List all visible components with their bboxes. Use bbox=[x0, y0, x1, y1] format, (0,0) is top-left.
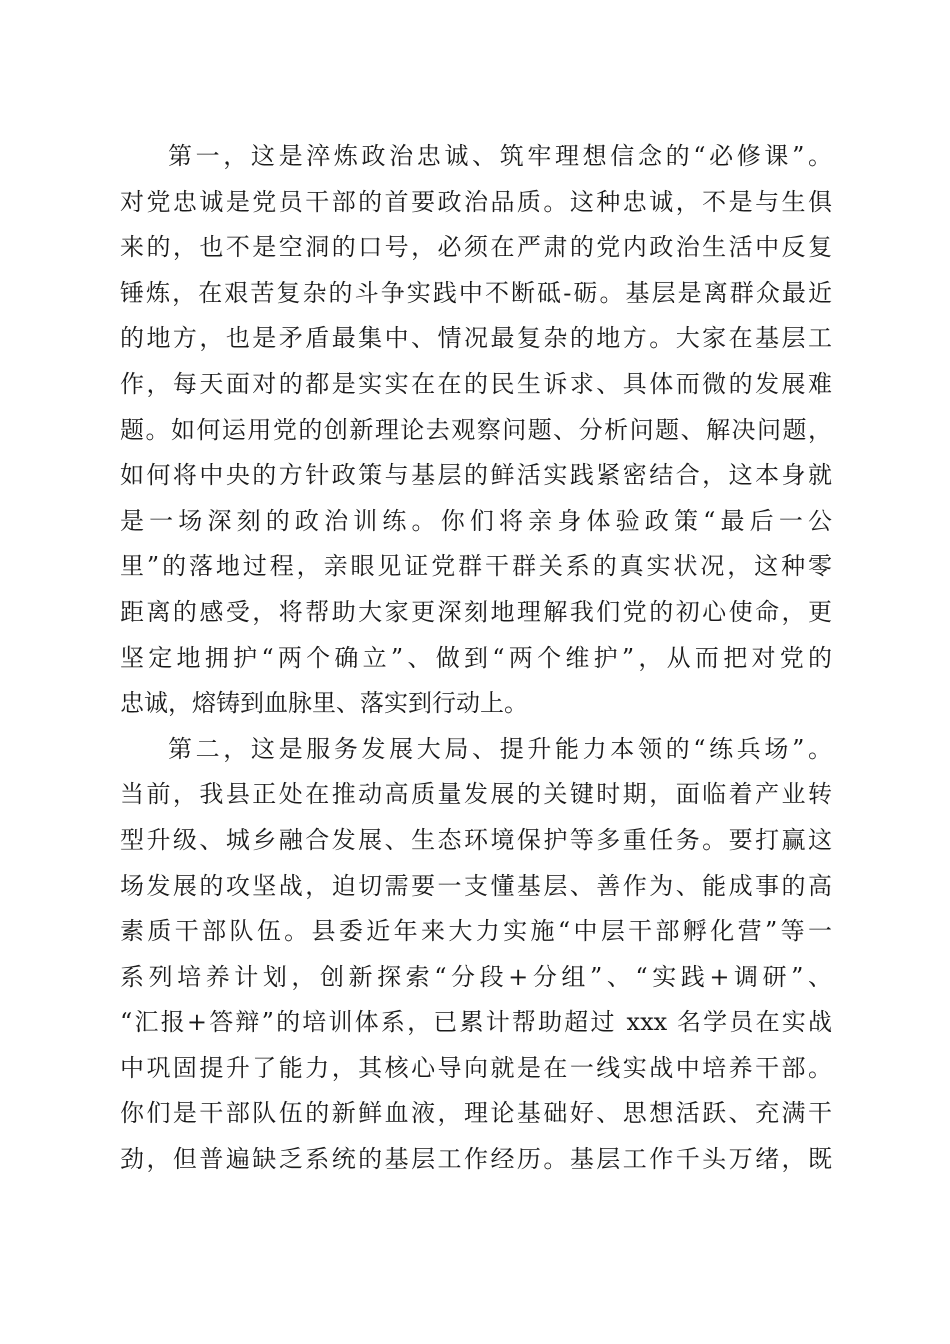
paragraph-2 bbox=[120, 727, 832, 1183]
document-body bbox=[120, 134, 832, 1183]
text-line: 第一，这是淬炼政治忠诚、筑牢理想信念的“必修课”。 bbox=[168, 142, 832, 170]
text-line: 系列培养计划，创新探索“分段+分组”、“实践+调研”、 bbox=[120, 962, 832, 991]
text-line: 当前，我县正处在推动高质量发展的关键时期，面临着产业转 bbox=[120, 780, 832, 809]
text-line: 对党忠诚是党员干部的首要政治品质。这种忠诚，不是与生俱 bbox=[120, 187, 832, 216]
text-line: 第二，这是服务发展大局、提升能力本领的“练兵场”。 bbox=[168, 734, 832, 763]
text-line: 距离的感受，将帮助大家更深刻地理解我们党的初心使命，更 bbox=[120, 597, 832, 626]
text-line: 场发展的攻坚战，迫切需要一支懂基层、善作为、能成事的高 bbox=[120, 871, 832, 900]
text-line: 是一场深刻的政治训练。你们将亲身体验政策“最后一公 bbox=[120, 506, 832, 535]
text-line: 中巩固提升了能力，其核心导向就是在一线实战中培养干部。 bbox=[120, 1053, 832, 1082]
text-line: 忠诚，熔铸到血脉里、落实到行动上。 bbox=[120, 689, 528, 718]
text-line: 你们是干部队伍的新鲜血液，理论基础好、思想活跃、充满干 bbox=[120, 1099, 832, 1128]
text-line: 坚定地拥护“两个确立”、做到“两个维护”，从而把对党的 bbox=[120, 643, 832, 672]
text-line: 作，每天面对的都是实实在在的民生诉求、具体而微的发展难 bbox=[120, 369, 832, 398]
text-line: “汇报+答辩”的培训体系，已累计帮助超过 xxx 名学员在实战 bbox=[120, 1008, 832, 1037]
text-line: 型升级、城乡融合发展、生态环境保护等多重任务。要打赢这 bbox=[120, 825, 832, 854]
text-line: 来的，也不是空洞的口号，必须在严肃的党内政治生活中反复 bbox=[120, 233, 832, 262]
text-line: 题。如何运用党的创新理论去观察问题、分析问题、解决问题， bbox=[120, 415, 832, 444]
text-line: 素质干部队伍。县委近年来大力实施“中层干部孵化营”等一 bbox=[120, 917, 832, 946]
text-line: 里”的落地过程，亲眼见证党群干群关系的真实状况，这种零 bbox=[120, 552, 832, 581]
text-line: 如何将中央的方针政策与基层的鲜活实践紧密结合，这本身就 bbox=[120, 461, 832, 490]
text-line: 的地方，也是矛盾最集中、情况最复杂的地方。大家在基层工 bbox=[120, 324, 832, 353]
text-line: 劲，但普遍缺乏系统的基层工作经历。基层工作千头万绪，既 bbox=[120, 1145, 832, 1174]
paragraph-1 bbox=[120, 134, 832, 727]
text-line: 锤炼，在艰苦复杂的斗争实践中不断砥-砺。基层是离群众最近 bbox=[120, 278, 832, 307]
